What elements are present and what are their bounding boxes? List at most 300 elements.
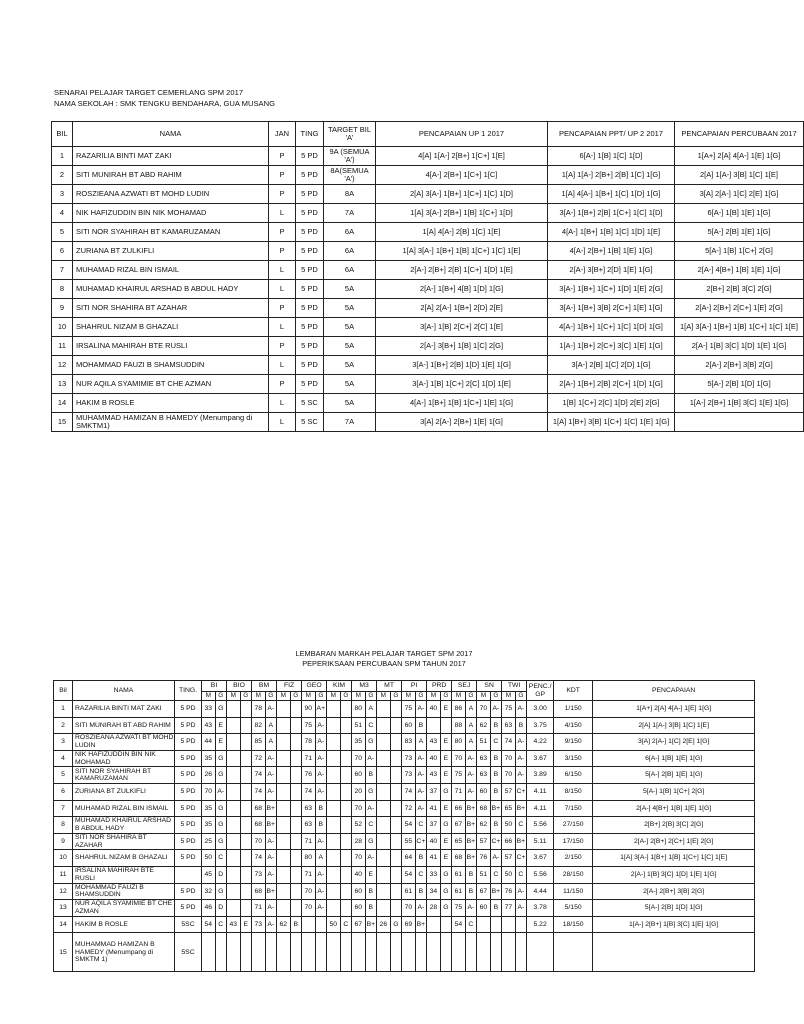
cell-grade: D bbox=[215, 900, 227, 917]
cell-penc: 3.67 bbox=[527, 850, 554, 867]
col-subject: BI bbox=[202, 681, 227, 692]
cell-mark bbox=[227, 783, 241, 800]
cell-mark bbox=[202, 933, 216, 972]
cell-ting: 5 PD bbox=[296, 337, 324, 356]
col-subject: MT bbox=[377, 681, 402, 692]
cell-grade: A- bbox=[415, 767, 427, 784]
table-row bbox=[54, 933, 755, 972]
cell-grade: B+ bbox=[490, 883, 502, 900]
cell-grade bbox=[240, 717, 252, 734]
cell-mark: 86 bbox=[452, 701, 466, 718]
col-grade: G bbox=[515, 692, 527, 701]
cell-grade: E bbox=[440, 833, 452, 850]
cell-nama: HAKIM B ROSLE bbox=[73, 394, 269, 413]
cell-mark: 71 bbox=[302, 750, 316, 767]
col-kdt: KDT bbox=[554, 681, 593, 701]
cell-mark: 60 bbox=[352, 767, 366, 784]
col-mark: M bbox=[327, 692, 341, 701]
cell-jan: L bbox=[269, 280, 296, 299]
cell-grade bbox=[290, 800, 302, 817]
cell-bil: 2 bbox=[52, 166, 73, 185]
cell-target: 7A bbox=[324, 204, 376, 223]
cell-mark: 70 bbox=[352, 850, 366, 867]
cell-target: 6A bbox=[324, 223, 376, 242]
cell-mark: 28 bbox=[427, 900, 441, 917]
col-nama: NAMA bbox=[73, 122, 269, 147]
cell-grade bbox=[390, 717, 402, 734]
cell-nama: HAKIM B ROSLE bbox=[73, 916, 175, 933]
col-subject: BIO bbox=[227, 681, 252, 692]
cell-mark: 68 bbox=[252, 800, 266, 817]
cell-mark: 61 bbox=[452, 883, 466, 900]
cell-mark bbox=[327, 750, 341, 767]
col-percubaan: PENCAPAIAN PERCUBAAN 2017 bbox=[675, 122, 804, 147]
cell-percubaan: 2[A-] 2[B+] 3[B] 2[G] bbox=[675, 356, 804, 375]
table-row bbox=[52, 280, 804, 299]
col-mark: M bbox=[452, 692, 466, 701]
cell-target: 5A bbox=[324, 375, 376, 394]
cell-grade bbox=[340, 900, 352, 917]
col-mark: M bbox=[427, 692, 441, 701]
cell-grade: G bbox=[440, 783, 452, 800]
cell-penc bbox=[527, 933, 554, 972]
cell-jan: P bbox=[269, 223, 296, 242]
marksheet-header-row bbox=[54, 681, 755, 692]
cell-mark: 20 bbox=[352, 783, 366, 800]
cell-ting: 5 PD bbox=[175, 717, 202, 734]
cell-nama: ROSZIEANA AZWATI BT MOHD LUDIN bbox=[73, 734, 175, 751]
cell-up2: 4[A-] 2[B+] 1[B] 1[E] 1[G] bbox=[548, 242, 675, 261]
cell-grade: B bbox=[490, 750, 502, 767]
cell-mark: 74 bbox=[502, 734, 516, 751]
cell-mark: 74 bbox=[252, 767, 266, 784]
cell-percubaan: 5[A-] 2[B] 1[D] 1[G] bbox=[675, 375, 804, 394]
cell-mark bbox=[327, 883, 341, 900]
cell-mark: 55 bbox=[402, 833, 416, 850]
cell-grade bbox=[340, 883, 352, 900]
cell-percubaan: 6[A-] 1[B] 1[E] 1[G] bbox=[675, 204, 804, 223]
cell-penc: 3.00 bbox=[527, 701, 554, 718]
cell-grade: A- bbox=[415, 900, 427, 917]
cell-mark: 74 bbox=[402, 783, 416, 800]
table-row bbox=[52, 299, 804, 318]
cell-grade: C bbox=[465, 916, 477, 933]
cell-grade: B bbox=[490, 767, 502, 784]
cell-mark: 68 bbox=[452, 850, 466, 867]
cell-mark: 35 bbox=[202, 800, 216, 817]
cell-mark bbox=[277, 750, 291, 767]
cell-percubaan: 2[A-] 4[B+] 1[B] 1[E] 1[G] bbox=[675, 261, 804, 280]
cell-mark bbox=[227, 734, 241, 751]
cell-grade: A- bbox=[315, 783, 327, 800]
cell-mark: 54 bbox=[402, 866, 416, 883]
cell-ting: 5 PD bbox=[175, 734, 202, 751]
table-row bbox=[54, 916, 755, 933]
cell-mark bbox=[377, 850, 391, 867]
cell-grade bbox=[390, 750, 402, 767]
col-nama: NAMA bbox=[73, 681, 175, 701]
cell-mark: 40 bbox=[427, 750, 441, 767]
cell-grade bbox=[340, 817, 352, 834]
cell-grade: A+ bbox=[315, 701, 327, 718]
cell-mark: 65 bbox=[452, 833, 466, 850]
cell-mark bbox=[227, 866, 241, 883]
cell-nama: MUHAMAD KHAIRUL ARSHAD B ABDUL HADY bbox=[73, 817, 175, 834]
cell-jan: P bbox=[269, 147, 296, 166]
cell-up1: 1[A] 3[A-] 1[B+] 1[B] 1[C+] 1[C] 1[E] bbox=[376, 242, 548, 261]
cell-bil: 10 bbox=[54, 850, 73, 867]
cell-grade bbox=[290, 767, 302, 784]
col-grade: G bbox=[215, 692, 227, 701]
cell-mark: 37 bbox=[427, 783, 441, 800]
cell-grade: A- bbox=[265, 900, 277, 917]
col-grade: G bbox=[415, 692, 427, 701]
cell-bil: 6 bbox=[54, 783, 73, 800]
cell-mark: 40 bbox=[427, 701, 441, 718]
cell-mark: 63 bbox=[477, 767, 491, 784]
cell-grade bbox=[290, 783, 302, 800]
cell-grade bbox=[340, 767, 352, 784]
cell-nama: MOHAMMAD FAUZI B SHAMSUDDIN bbox=[73, 356, 269, 375]
cell-kdt: 8/150 bbox=[554, 783, 593, 800]
cell-target: 5A bbox=[324, 356, 376, 375]
cell-nama: SITI NOR SYAHIRAH BT KAMARUZAMAN bbox=[73, 767, 175, 784]
cell-mark bbox=[277, 933, 291, 972]
cell-mark: 65 bbox=[502, 800, 516, 817]
cell-mark bbox=[327, 717, 341, 734]
col-mark: M bbox=[477, 692, 491, 701]
col-target: TARGET BIL 'A' bbox=[324, 122, 376, 147]
cell-up2: 3[A-] 1[B+] 2[B] 1[C+] 1[C] 1[D] bbox=[548, 204, 675, 223]
table-row bbox=[54, 750, 755, 767]
cell-mark: 67 bbox=[352, 916, 366, 933]
cell-bil: 8 bbox=[52, 280, 73, 299]
cell-mark: 66 bbox=[452, 800, 466, 817]
col-bil: Bil bbox=[54, 681, 73, 701]
cell-mark bbox=[277, 717, 291, 734]
cell-mark: 80 bbox=[452, 734, 466, 751]
table-row bbox=[52, 223, 804, 242]
cell-mark: 33 bbox=[427, 866, 441, 883]
cell-grade: C+ bbox=[515, 850, 527, 867]
cell-penc: 4.11 bbox=[527, 800, 554, 817]
cell-mark bbox=[227, 800, 241, 817]
cell-mark bbox=[377, 783, 391, 800]
cell-grade: C bbox=[365, 717, 377, 734]
col-mark: M bbox=[227, 692, 241, 701]
cell-kdt bbox=[554, 933, 593, 972]
cell-mark bbox=[327, 701, 341, 718]
cell-mark: 50 bbox=[327, 916, 341, 933]
cell-pencapaian: 2[A-] 1[B] 3[C] 1[D] 1[E] 1[G] bbox=[593, 866, 755, 883]
cell-grade bbox=[290, 900, 302, 917]
table-row bbox=[54, 850, 755, 867]
cell-penc: 3.75 bbox=[527, 717, 554, 734]
table-row bbox=[54, 817, 755, 834]
cell-nama: SITI NOR SYAHIRAH BT KAMARUZAMAN bbox=[73, 223, 269, 242]
col-mark: M bbox=[202, 692, 216, 701]
cell-grade bbox=[365, 933, 377, 972]
cell-jan: P bbox=[269, 242, 296, 261]
table-row bbox=[52, 242, 804, 261]
cell-up2: 4[A-] 1[B+] 1[C+] 1[C] 1[D] 1[G] bbox=[548, 318, 675, 337]
cell-mark: 33 bbox=[202, 701, 216, 718]
cell-mark: 73 bbox=[252, 866, 266, 883]
cell-up1: 4[A-] 1[B+] 1[B] 1[C+] 1[E] 1[G] bbox=[376, 394, 548, 413]
cell-grade bbox=[240, 734, 252, 751]
cell-grade bbox=[290, 750, 302, 767]
cell-percubaan: 2[A-] 1[B] 3[C] 1[D] 1[E] 1[G] bbox=[675, 337, 804, 356]
cell-bil: 13 bbox=[52, 375, 73, 394]
cell-mark: 37 bbox=[427, 817, 441, 834]
cell-grade: A- bbox=[515, 900, 527, 917]
cell-mark: 71 bbox=[452, 783, 466, 800]
cell-mark: 71 bbox=[302, 833, 316, 850]
cell-bil: 9 bbox=[54, 833, 73, 850]
cell-grade: E bbox=[215, 734, 227, 751]
cell-mark bbox=[277, 783, 291, 800]
cell-kdt: 28/150 bbox=[554, 866, 593, 883]
cell-mark: 75 bbox=[452, 767, 466, 784]
cell-pencapaian: 5[A-] 1[B] 1[C+] 2[G] bbox=[593, 783, 755, 800]
cell-grade bbox=[340, 750, 352, 767]
table-row bbox=[52, 166, 804, 185]
cell-grade: A- bbox=[315, 767, 327, 784]
cell-pencapaian bbox=[593, 933, 755, 972]
col-grade: G bbox=[290, 692, 302, 701]
cell-nama: ZURIANA BT ZULKIFLI bbox=[73, 242, 269, 261]
cell-grade: G bbox=[440, 900, 452, 917]
col-grade: G bbox=[440, 692, 452, 701]
cell-mark bbox=[327, 783, 341, 800]
cell-mark: 40 bbox=[427, 833, 441, 850]
cell-grade: A bbox=[265, 734, 277, 751]
cell-grade: A- bbox=[365, 850, 377, 867]
cell-ting: 5 PD bbox=[175, 833, 202, 850]
cell-mark: 43 bbox=[427, 767, 441, 784]
cell-percubaan: 5[A-] 1[B] 1[C+] 2[G] bbox=[675, 242, 804, 261]
cell-mark bbox=[377, 900, 391, 917]
cell-grade: A bbox=[415, 734, 427, 751]
cell-ting: 5 PD bbox=[296, 318, 324, 337]
cell-mark: 90 bbox=[302, 701, 316, 718]
cell-grade: A- bbox=[265, 767, 277, 784]
cell-nama: NUR AQILA SYAMIMIE BT CHE AZMAN bbox=[73, 900, 175, 917]
cell-mark bbox=[302, 916, 316, 933]
col-mark: M bbox=[352, 692, 366, 701]
cell-pencapaian: 3[A] 2[A-] 1[C] 2[E] 1[G] bbox=[593, 734, 755, 751]
cell-grade: B+ bbox=[465, 800, 477, 817]
cell-mark: 70 bbox=[502, 767, 516, 784]
cell-nama: IRSALINA MAHIRAH BTE RUSLI bbox=[73, 337, 269, 356]
cell-mark: 35 bbox=[352, 734, 366, 751]
cell-grade: A- bbox=[515, 734, 527, 751]
cell-grade: B+ bbox=[265, 800, 277, 817]
cell-nama: NIK HAFIZUDDIN BIN NIK MOHAMAD bbox=[73, 204, 269, 223]
cell-grade: B bbox=[365, 767, 377, 784]
cell-mark: 74 bbox=[302, 783, 316, 800]
cell-penc: 4.44 bbox=[527, 883, 554, 900]
cell-mark: 63 bbox=[502, 717, 516, 734]
cell-grade: C+ bbox=[515, 783, 527, 800]
cell-target: 5A bbox=[324, 318, 376, 337]
cell-grade: G bbox=[440, 866, 452, 883]
cell-mark: 85 bbox=[252, 734, 266, 751]
cell-ting: 5 PD bbox=[296, 280, 324, 299]
table-row bbox=[54, 866, 755, 883]
cell-grade: B+ bbox=[465, 817, 477, 834]
cell-grade: G bbox=[365, 783, 377, 800]
cell-grade bbox=[240, 866, 252, 883]
cell-grade: G bbox=[440, 883, 452, 900]
cell-grade: B+ bbox=[265, 817, 277, 834]
col-subject: BM bbox=[252, 681, 277, 692]
table-row bbox=[52, 185, 804, 204]
cell-mark: 75 bbox=[402, 701, 416, 718]
cell-grade: B bbox=[290, 916, 302, 933]
cell-mark: 68 bbox=[252, 883, 266, 900]
cell-kdt: 3/150 bbox=[554, 750, 593, 767]
table-row bbox=[54, 900, 755, 917]
cell-grade: B bbox=[315, 817, 327, 834]
cell-grade bbox=[340, 734, 352, 751]
cell-nama: SHAHRUL NIZAM B GHAZALI bbox=[73, 850, 175, 867]
cell-jan: L bbox=[269, 318, 296, 337]
cell-nama: ZURIANA BT ZULKIFLI bbox=[73, 783, 175, 800]
cell-mark bbox=[227, 701, 241, 718]
cell-bil: 14 bbox=[54, 916, 73, 933]
cell-up2: 1[A-] 1[B+] 2[C+] 3[C] 1[E] 1[G] bbox=[548, 337, 675, 356]
cell-mark bbox=[327, 933, 341, 972]
table-row bbox=[54, 734, 755, 751]
cell-mark: 41 bbox=[427, 800, 441, 817]
cell-nama: NUR AQILA SYAMIMIE BT CHE AZMAN bbox=[73, 375, 269, 394]
cell-up1: 2[A-] 1[B+] 4[B] 1[D] 1[G] bbox=[376, 280, 548, 299]
cell-mark: 70 bbox=[352, 750, 366, 767]
cell-grade: A- bbox=[465, 750, 477, 767]
cell-mark: 57 bbox=[502, 783, 516, 800]
cell-pencapaian: 6[A-] 1[B] 1[E] 1[G] bbox=[593, 750, 755, 767]
cell-up2: 1[A] 1[A-] 2[B+] 2[B] 1[C] 1[G] bbox=[548, 166, 675, 185]
cell-grade: A bbox=[265, 717, 277, 734]
cell-up1: 1[A] 4[A-] 2[B] 1[C] 1[E] bbox=[376, 223, 548, 242]
cell-grade: B bbox=[465, 883, 477, 900]
cell-pencapaian: 2[A-] 2[B+] 3[B] 2[G] bbox=[593, 883, 755, 900]
col-up1: PENCAPAIAN UP 1 2017 bbox=[376, 122, 548, 147]
cell-mark bbox=[302, 933, 316, 972]
cell-grade: A- bbox=[315, 750, 327, 767]
cell-mark: 63 bbox=[302, 800, 316, 817]
cell-mark: 61 bbox=[402, 883, 416, 900]
cell-mark: 72 bbox=[252, 750, 266, 767]
cell-grade: G bbox=[215, 767, 227, 784]
cell-mark bbox=[377, 866, 391, 883]
col-subject: PI bbox=[402, 681, 427, 692]
col-subject: M3 bbox=[352, 681, 377, 692]
cell-grade: B bbox=[490, 783, 502, 800]
cell-grade bbox=[240, 850, 252, 867]
cell-mark: 60 bbox=[352, 883, 366, 900]
cell-grade: A- bbox=[315, 883, 327, 900]
cell-mark bbox=[477, 916, 491, 933]
cell-up1: 3[A-] 1[B] 2[C+] 2[C] 1[E] bbox=[376, 318, 548, 337]
table-row bbox=[54, 800, 755, 817]
cell-mark bbox=[227, 900, 241, 917]
cell-grade: A- bbox=[265, 850, 277, 867]
cell-mark bbox=[427, 717, 441, 734]
cell-grade bbox=[465, 933, 477, 972]
cell-ting bbox=[175, 866, 202, 883]
cell-penc: 5.56 bbox=[527, 817, 554, 834]
cell-up1: 2[A-] 3[B+] 1[B] 1[C] 2[G] bbox=[376, 337, 548, 356]
cell-grade: A- bbox=[265, 701, 277, 718]
cell-mark: 62 bbox=[477, 717, 491, 734]
cell-grade: B+ bbox=[465, 833, 477, 850]
cell-mark: 74 bbox=[252, 850, 266, 867]
cell-grade bbox=[415, 933, 427, 972]
cell-penc: 5.11 bbox=[527, 833, 554, 850]
cell-bil: 12 bbox=[54, 883, 73, 900]
cell-grade: A- bbox=[415, 701, 427, 718]
cell-grade bbox=[390, 850, 402, 867]
cell-grade: A- bbox=[365, 750, 377, 767]
cell-mark: 66 bbox=[502, 833, 516, 850]
cell-mark bbox=[327, 800, 341, 817]
cell-percubaan: 1[A-] 2[B+] 1[B] 3[C] 1[E] 1[G] bbox=[675, 394, 804, 413]
cell-target: 8A(SEMUA 'A') bbox=[324, 166, 376, 185]
cell-ting: 5 PD bbox=[296, 147, 324, 166]
cell-target: 6A bbox=[324, 242, 376, 261]
cell-grade bbox=[515, 916, 527, 933]
cell-grade: G bbox=[440, 817, 452, 834]
cell-mark: 63 bbox=[477, 750, 491, 767]
cell-kdt: 2/150 bbox=[554, 850, 593, 867]
cell-target: 9A (SEMUA 'A') bbox=[324, 147, 376, 166]
cell-mark: 25 bbox=[202, 833, 216, 850]
cell-grade: E bbox=[215, 717, 227, 734]
cell-grade: G bbox=[390, 916, 402, 933]
cell-mark: 50 bbox=[502, 817, 516, 834]
cell-grade: A- bbox=[265, 833, 277, 850]
col-subject: SN bbox=[477, 681, 502, 692]
cell-mark: 61 bbox=[452, 866, 466, 883]
cell-grade: A- bbox=[465, 783, 477, 800]
cell-grade: C bbox=[490, 866, 502, 883]
col-grade: G bbox=[465, 692, 477, 701]
cell-grade: A- bbox=[515, 767, 527, 784]
cell-target: 5A bbox=[324, 299, 376, 318]
col-subject: PRD bbox=[427, 681, 452, 692]
marksheet-title-line2: PEPERIKSAAN PERCUBAAN SPM TAHUN 2017 bbox=[302, 659, 466, 668]
col-grade: G bbox=[265, 692, 277, 701]
cell-grade bbox=[390, 800, 402, 817]
cell-grade bbox=[240, 783, 252, 800]
cell-grade: A bbox=[465, 734, 477, 751]
cell-grade bbox=[515, 933, 527, 972]
cell-grade bbox=[390, 883, 402, 900]
cell-mark bbox=[277, 850, 291, 867]
cell-grade: A- bbox=[315, 717, 327, 734]
cell-grade: C bbox=[490, 734, 502, 751]
marksheet-table bbox=[53, 680, 755, 972]
cell-mark: 70 bbox=[252, 833, 266, 850]
cell-mark bbox=[277, 701, 291, 718]
cell-percubaan: 2[A-] 2[B+] 2[C+] 1[E] 2[G] bbox=[675, 299, 804, 318]
cell-mark: 73 bbox=[252, 916, 266, 933]
cell-mark bbox=[402, 933, 416, 972]
cell-grade: E bbox=[365, 866, 377, 883]
cell-nama: IRSALINA MAHIRAH BTE RUSLI bbox=[73, 866, 175, 883]
